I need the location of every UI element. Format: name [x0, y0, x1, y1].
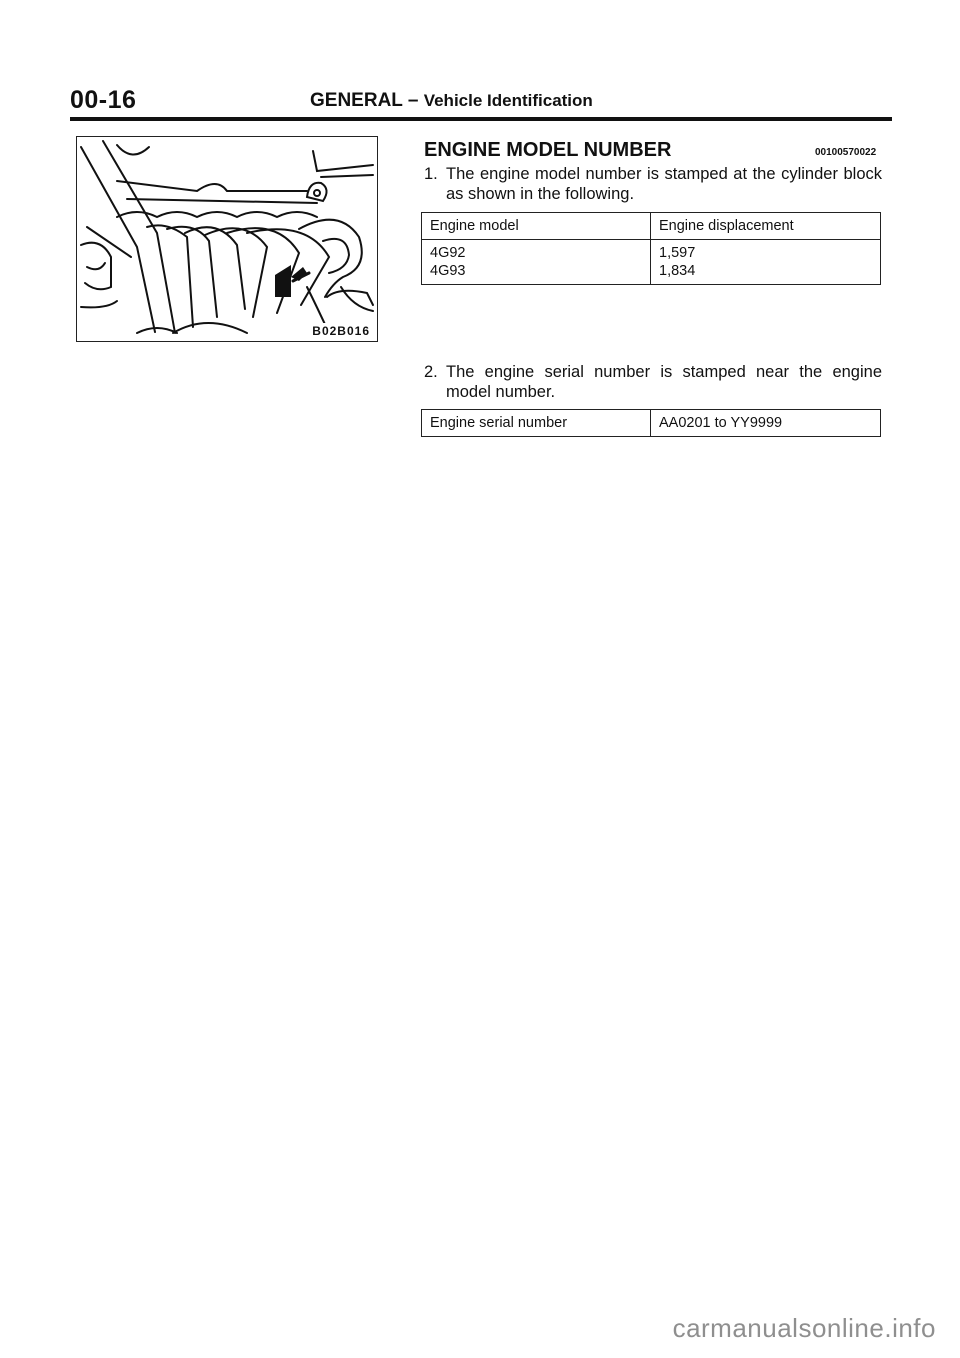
- item-1-number: 1.: [424, 165, 438, 183]
- item-2-text: The engine serial number is stamped near the engine model number.: [446, 363, 882, 401]
- table-header-row: [422, 213, 881, 240]
- engine-displacement-value: 1,597: [659, 245, 696, 261]
- header-subsection: Vehicle Identification: [423, 91, 593, 110]
- table-cell: [422, 240, 651, 285]
- watermark: carmanualsonline.info: [672, 1313, 936, 1343]
- table-row: [422, 240, 881, 285]
- instruction-item-2: [424, 362, 882, 402]
- figure-code: B02B016: [309, 323, 373, 339]
- table-cell: [651, 240, 881, 285]
- engine-model-value: 4G93: [430, 263, 466, 279]
- header-separator: –: [407, 90, 419, 111]
- table-row: [422, 410, 881, 437]
- section-code: 00100570022: [815, 147, 877, 158]
- item-1-text: The engine model number is stamped at the cylinder block as shown in the following.: [446, 165, 882, 203]
- item-2-number: 2.: [424, 363, 438, 381]
- page-number: 00-16: [70, 86, 137, 114]
- instruction-item-1: [424, 164, 882, 204]
- header-title: [310, 90, 593, 112]
- serial-number-table: [421, 409, 881, 437]
- table-header-cell: Engine model: [422, 213, 651, 240]
- engine-displacement-value: 1,834: [659, 263, 696, 279]
- header-section: GENERAL: [310, 90, 403, 111]
- engine-illustration: [77, 137, 377, 341]
- serial-number-label: Engine serial number: [422, 410, 651, 437]
- serial-number-value: AA0201 to YY9999: [651, 410, 881, 437]
- engine-model-table: [421, 212, 881, 285]
- engine-model-value: 4G92: [430, 245, 466, 261]
- engine-figure: [76, 136, 378, 342]
- section-title: ENGINE MODEL NUMBER: [424, 139, 672, 161]
- header-rule: [70, 117, 892, 121]
- table-header-cell: Engine displacement: [651, 213, 881, 240]
